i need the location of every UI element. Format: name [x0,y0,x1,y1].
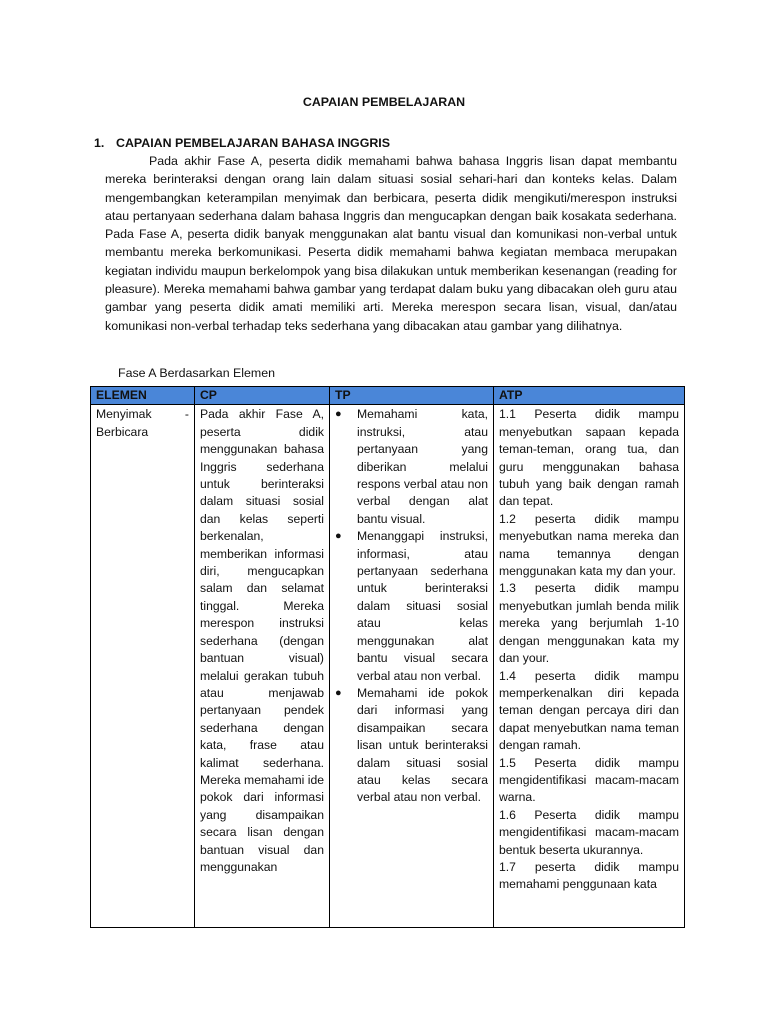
header-elemen: ELEMEN [91,387,195,405]
header-cp: CP [195,387,330,405]
atp-item: 1.7 peserta didik mampu memahami penggunaan kata [499,859,679,892]
table-row [91,405,685,928]
page-title: CAPAIAN PEMBELAJARAN [302,95,466,109]
learning-outcomes-table [90,386,685,928]
cell-tp [330,405,494,928]
atp-item: 1.5 Peserta didik mampu mengidentifikasi macam-macam warna. [499,755,679,805]
tp-item: ● Menanggapi instruksi, informasi, atau pertanyaan sederhana untuk berinteraksi dalam situasi sosial atau kelas menggunakan alat bantu visual secara verbal atau non verbal. [335,529,488,683]
cell-cp [195,405,330,928]
section-heading-text: CAPAIAN PEMBELAJARAN BAHASA INGGRIS [116,136,390,150]
section-paragraph: Pada akhir Fase A, peserta didik memahami bahwa bahasa Inggris lisan dapat membantu mereka berinteraksi dengan orang lain dalam situasi sosial sehari-hari dan konteks kelas. Dalam mengembangkan keterampilan menyimak dan berbicara, peserta didik mengikuti/merespon instruksi atau pertanyaan sederhana dalam bahasa Inggris dan mengucapkan dengan baik kosakata sederhana. Pada Fase A, peserta didik banyak menggunakan alat bantu visual dan komunikasi non-verbal untuk membantu mereka berkomunikasi. Peserta didik memahami bahwa kegiatan membaca merupakan kegiatan individu maupun berkelompok yang bisa dilakukan untuk memberikan kesenangan (reading for pleasure). Mereka memahami bahwa gambar yang terdapat dalam buku yang dibacakan oleh guru atau gambar yang peserta didik amati memiliki arti. Mereka merespon secara lisan, visual, dan/atau komunikasi non-verbal terhadap teks sederhana yang dibacakan atau gambar yang dilihatnya. [105,154,677,333]
cell-elemen [91,405,195,928]
tp-list [335,406,488,806]
section-heading [94,136,390,150]
atp-item: 1.3 peserta didik mampu menyebutkan jumlah benda milik mereka yang berjumlah 1-10 dengan menggunakan kata my dan your. [499,581,679,666]
cp-text: Pada akhir Fase A, peserta didik menggunakan bahasa Inggris sederhana untuk berinteraksi dalam situasi sosial dan kelas seperti berkenalan, memberikan informasi diri, mengucapkan salam dan selamat tinggal. Mereka merespon instruksi sederhana (dengan bantuan visual) melalui gerakan tubuh atau menjawab pertanyaan pendek sederhana dengan kata, frase atau kalimat sederhana. Mereka memahami ide pokok dari informasi yang disampaikan secara lisan dengan bantuan visual dan menggunakan [200,407,324,874]
tp-item: ● Memahami kata, instruksi, atau pertanyaan yang diberikan melalui respons verbal atau non verbal dengan alat bantu visual. [335,407,488,526]
table-header-row [91,387,685,405]
atp-item: 1.1 Peserta didik mampu menyebutkan sapaan kepada teman-teman, orang tua, dan guru menggunakan bahasa tubuh yang baik dengan ramah dan tepat. [499,407,679,509]
header-tp: TP [330,387,494,405]
bullet-icon: ● [335,408,342,421]
bullet-icon: ● [335,530,342,543]
atp-item: 1.2 peserta didik mampu menyebutkan nama mereka dan nama temannya dengan menggunakan kata my dan your. [499,511,679,579]
elemen-text: Menyimak - Berbicara [96,407,189,439]
cell-atp [494,405,685,928]
section-number: 1. [94,136,105,150]
table-caption: Fase A Berdasarkan Elemen [118,366,276,380]
tp-item: ● Memahami ide pokok dari informasi yang disampaikan secara lisan untuk berinteraksi dalam situasi sosial atau kelas secara verbal atau non verbal. [335,685,488,805]
atp-item: 1.6 Peserta didik mampu mengidentifikasi macam-macam bentuk beserta ukurannya. [499,807,679,857]
atp-item: 1.4 peserta didik mampu memperkenalkan diri kepada teman dengan percaya diri dan dapat menyebutkan nama teman dengan ramah. [499,668,679,753]
header-atp: ATP [494,387,685,405]
bullet-icon: ● [335,686,342,699]
